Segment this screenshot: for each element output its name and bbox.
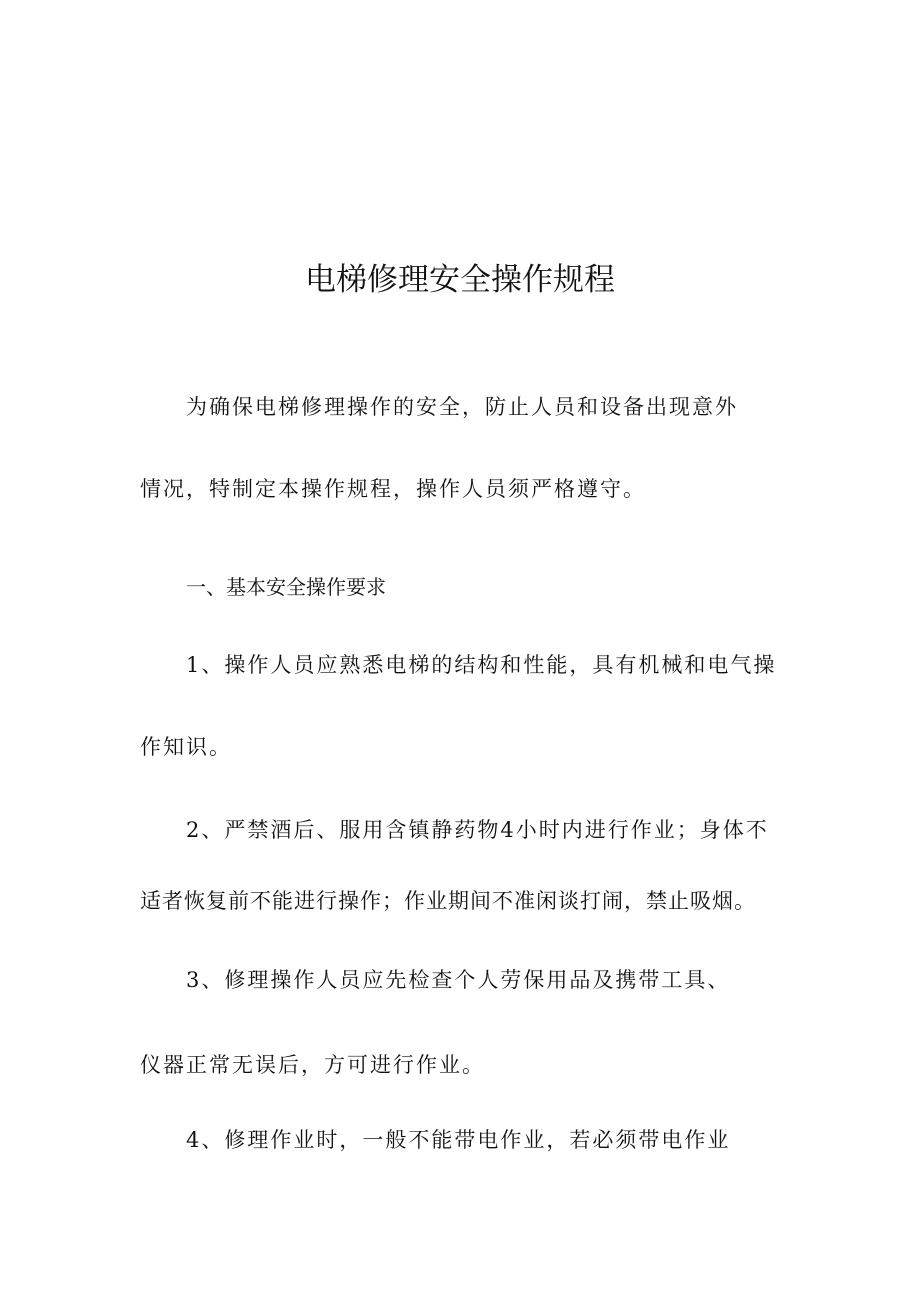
item-1-line-1: 1、操作人员应熟悉电梯的结构和性能，具有机械和电气操 [186,653,777,677]
item-2-line-2: 适者恢复前不能进行操作；作业期间不准闲谈打闹，禁止吸烟。 [140,889,756,913]
item-4-line-1: 4、修理作业时，一般不能带电作业，若必须带电作业 [186,1128,731,1152]
document-title: 电梯修理安全操作规程 [305,262,615,298]
intro-line-1: 为确保电梯修理操作的安全，防止人员和设备出现意外 [186,395,738,419]
item-2-line-1: 2、严禁酒后、服用含镇静药物4小时内进行作业；身体不 [186,818,769,842]
item-3-line-1: 3、修理操作人员应先检查个人劳保用品及携带工具、 [186,968,731,992]
item-1-line-2: 作知识。 [140,735,232,759]
item-3-line-2: 仪器正常无误后，方可进行作业。 [140,1053,485,1077]
intro-line-2: 情况，特制定本操作规程，操作人员须严格遵守。 [140,477,646,501]
section-heading: 一、基本安全操作要求 [186,575,386,599]
